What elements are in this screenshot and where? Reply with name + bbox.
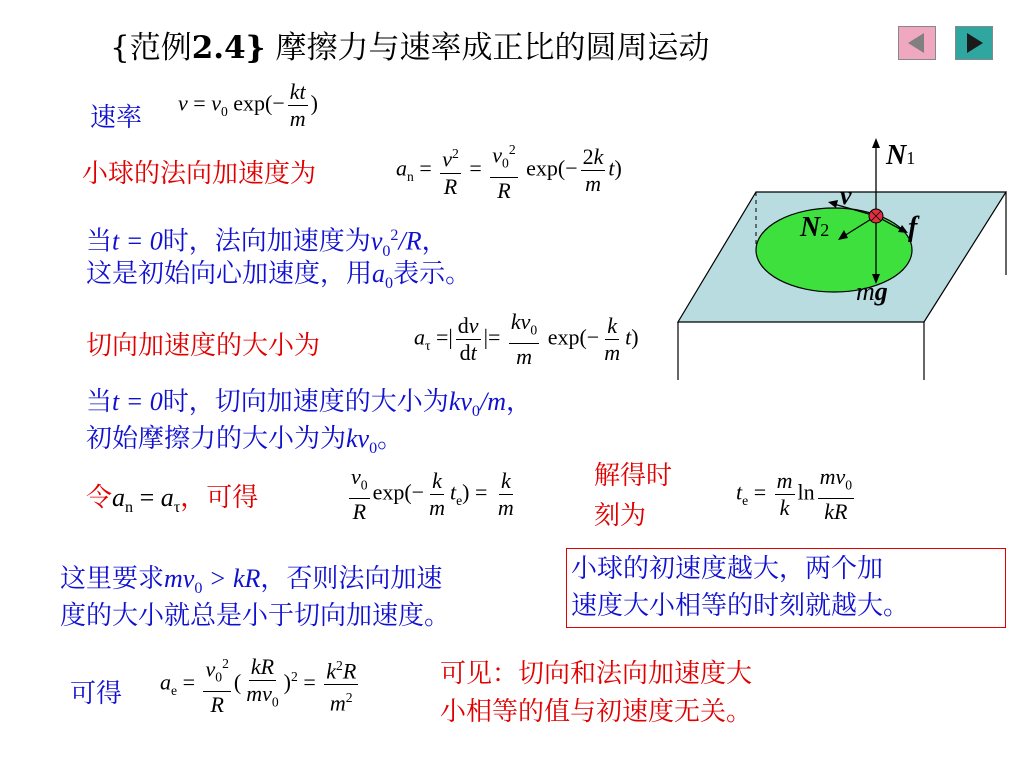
normal-accel-label: 小球的法向加速度为 [82,159,317,189]
conclusion-line-1: 可见：切向和法向加速度大 [440,659,753,689]
label-f: f [908,212,918,243]
initial-friction-line: 初始摩擦力的大小为为$kv_0$。 [86,424,404,458]
triangle-left-icon [899,27,935,59]
solve-time-label-2: 刻为 [594,501,647,531]
requirement-line-2: 度的大小就总是小于切向加速度。 [60,601,451,631]
force-diagram [672,130,1012,380]
page-title [110,22,709,67]
normal-accel-equation: $a_n$ = $\frac{v^2}{R}$ = $\frac{v_0^2}{R}$ exp(− $\frac{2k}{m}$ t) [396,138,622,203]
title-prefix: {范例 [110,30,192,66]
t0-normal-line: 当t = 0时，法向加速度为$v_0^2/R$， [86,226,448,260]
equality-equation: $\frac{v_0}{R}$ exp(− $\frac{k}{m}$ $t_e$) = $\frac{k}{m}$ [351,464,514,525]
can-get-label: 可得 [70,679,123,709]
t0-tangential-line: 当t = 0时，切向加速度的大小为$kv_0/m$， [86,387,532,421]
title-number: 2.4} [191,30,266,66]
title-text: 摩擦力与速率成正比的圆周运动 [265,30,710,66]
label-mg: mg [856,277,888,306]
solve-time-label-1: 解得时 [594,461,673,491]
conclusion-line-2: 小相等的值与初速度无关。 [440,697,753,727]
next-slide-button[interactable] [955,26,993,60]
tangential-equation: $a_\tau$ =| $\frac{dv}{dt}$ |= $\frac{kv_0}{m}$ exp(− $\frac{k}{m}$ t) [414,309,639,370]
boxed-note [566,548,1006,628]
tangential-label: 切向加速度的大小为 [86,331,321,361]
circular-track [756,208,912,292]
initial-centripetal-line: 这是初始向心加速度，用$a_0$表示。 [86,259,472,293]
label-N1: N1 [886,140,916,171]
requirement-line-1: 这里要求$mv_0$ > kR，否则法向加速 [60,564,443,598]
boxed-note-line-2: 速度大小相等的时刻就越大。 [571,591,910,621]
speed-label: 速率 [90,103,143,133]
let-equal-line: 令$a_n = a_\tau$，可得 [86,483,259,517]
label-N2: N2 [800,212,830,243]
speed-equation: $v = v_0$ exp(− $\frac{kt}{m}$ ) [178,79,318,131]
triangle-right-icon [956,27,992,59]
boxed-note-line-1: 小球的初速度越大，两个加 [571,554,884,584]
prev-slide-button[interactable] [898,26,936,60]
time-equation: $t_e$ = $\frac{m}{k}$ ln $\frac{mv_0}{kR}$ [736,464,853,525]
label-v: v [840,181,852,210]
final-equation: $a_e$ = $\frac{v_0^2}{R}$ ( $\frac{kR}{mv_0}$ )$^2$ = $\frac{k^2R}{m^2}$ [160,653,357,717]
